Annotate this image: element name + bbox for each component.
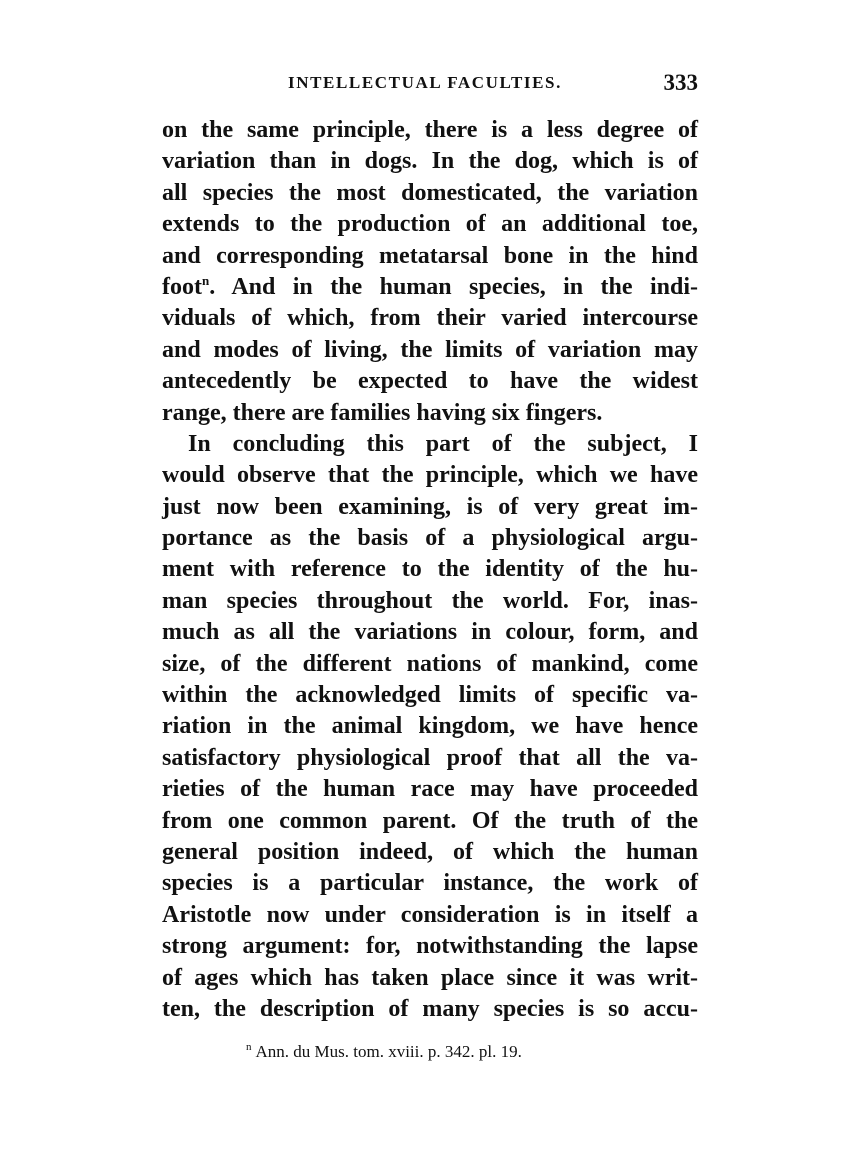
text-line: ten, the description of many species is so accu-: [162, 995, 698, 1022]
page-number: 333: [663, 70, 698, 95]
text-line: [162, 272, 698, 303]
text-line: species is a particular instance, the work of: [162, 870, 698, 897]
text-line: strong argument: for, notwithstanding the lapse: [162, 933, 698, 960]
text-line: portance as the basis of a physiological argu-: [162, 525, 698, 552]
text-line: ment with reference to the identity of the hu-: [162, 556, 698, 583]
text-line: of ages which has taken place since it was writ-: [162, 964, 698, 991]
text-line: range, there are families having six fingers.: [162, 399, 603, 426]
footnote-text: Ann. du Mus. tom. xviii. p. 342. pl. 19.: [255, 1042, 522, 1061]
text-line: on the same principle, there is a less degree of: [162, 117, 698, 143]
text-line: In concluding this part of the subject, I: [188, 430, 698, 457]
text-line: from one common parent. Of the truth of the: [162, 807, 698, 834]
text-line: viduals of which, from their varied intercourse: [162, 305, 698, 332]
body-text: [162, 115, 698, 1025]
footnote: [246, 1040, 522, 1064]
text-line: much as all the variations in colour, form, and: [162, 619, 698, 646]
text-line: within the acknowledged limits of specific va-: [162, 682, 698, 709]
text-line: antecedently be expected to have the widest: [162, 368, 698, 395]
text-fragment: foot: [162, 273, 202, 300]
text-line: general position indeed, of which the human: [162, 838, 698, 865]
running-title: INTELLECTUAL FACULTIES.: [288, 73, 562, 92]
text-line: riation in the animal kingdom, we have hence: [162, 713, 698, 740]
text-line: satisfactory physiological proof that all the va-: [162, 744, 698, 771]
text-line: and corresponding metatarsal bone in the hind: [162, 242, 698, 269]
running-head: [160, 68, 698, 98]
text-line: just now been examining, is of very great im-: [162, 493, 698, 520]
text-line: Aristotle now under consideration is in itself a: [162, 901, 698, 928]
text-fragment: . And in the human species, in the indi-: [209, 273, 698, 300]
text-line: and modes of living, the limits of variation may: [162, 336, 698, 363]
footnote-marker: n: [246, 1041, 252, 1054]
text-line: all species the most domesticated, the variation: [162, 179, 698, 206]
text-line: variation than in dogs. In the dog, which is of: [162, 148, 698, 175]
text-line: would observe that the principle, which we have: [162, 462, 698, 489]
footnote-reference: n: [201, 272, 210, 288]
text-line: rieties of the human race may have proceeded: [162, 776, 698, 803]
text-line: size, of the different nations of mankind, come: [162, 650, 698, 677]
text-line: extends to the production of an additional toe,: [162, 211, 698, 238]
text-line: man species throughout the world. For, inas-: [162, 587, 698, 614]
